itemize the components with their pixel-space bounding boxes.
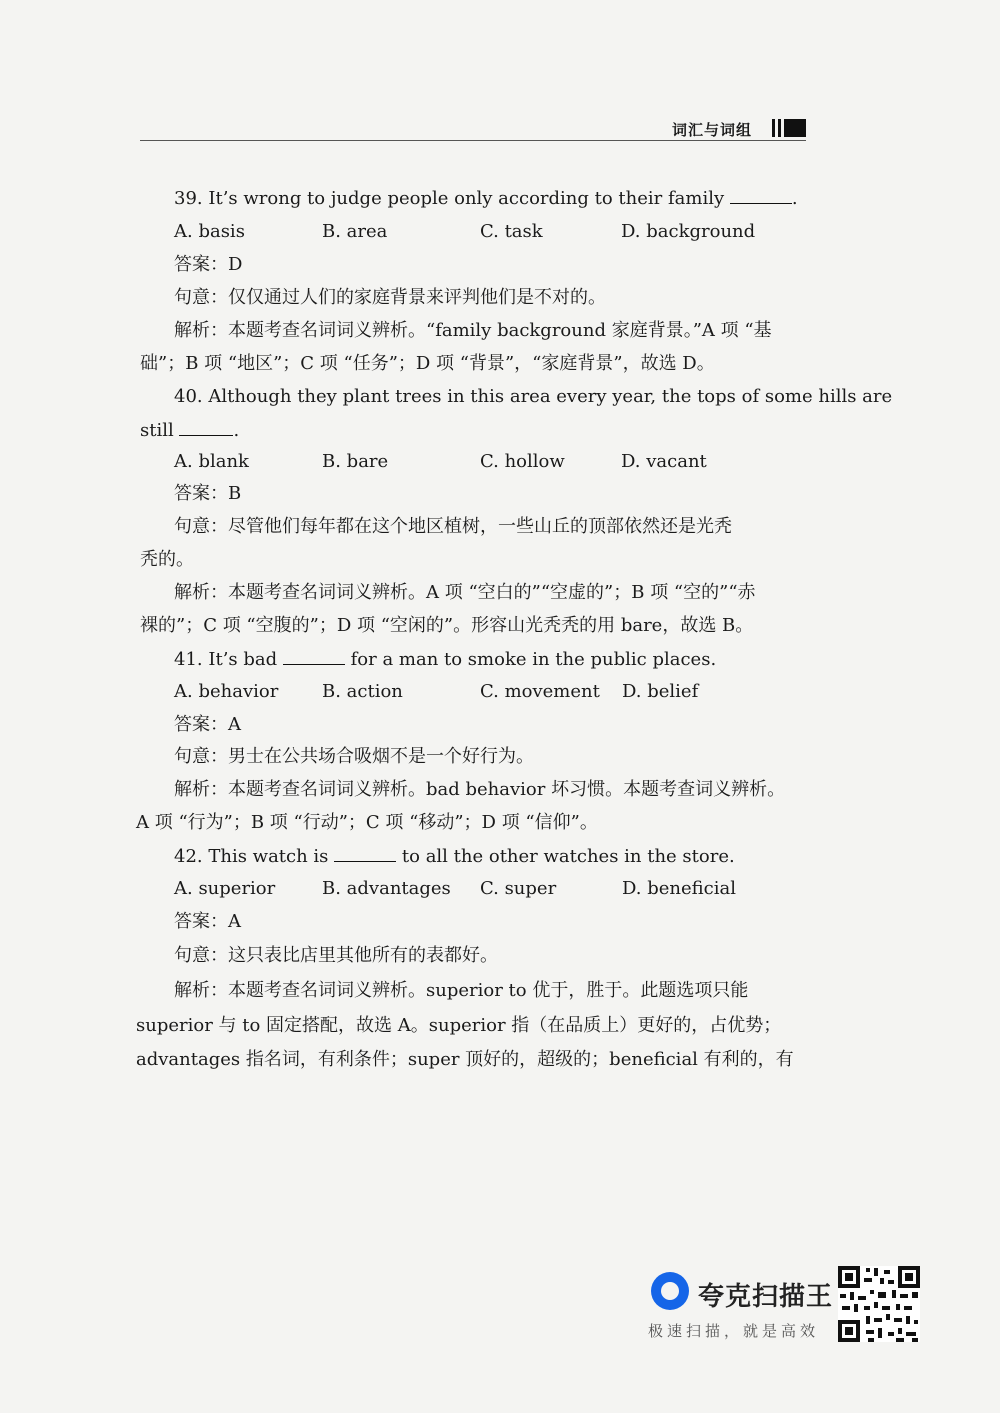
answer: 答案：D [174,254,243,275]
option-b: B. action [322,681,403,702]
analysis-line: 解析：本题考查名词词义辨析。“family background 家庭背景。”A 项 “基 [174,320,772,341]
sentence-meaning: 句意：男士在公共场合吸烟不是一个好行为。 [174,746,534,767]
option-b: B. bare [322,451,389,472]
watermark-slogan: 极速扫描，就是高效 [648,1322,820,1340]
analysis-line: 解析：本题考查名词词义辨析。A 项 “空白的”“空虚的”；B 项 “空的”“赤 [174,582,756,603]
analysis-line: advantages 指名词，有利条件；super 顶好的，超级的；beneficial 有利的，有 [136,1049,794,1070]
analysis-line: 裸的”；C 项 “空腹的”；D 项 “空闲的”。形容山光秃秃的用 bare，故选 B。 [140,615,754,636]
option-a: A. superior [174,878,276,899]
question-41-stem: 41. It’s bad for a man to smoke in the public places. [174,649,717,670]
question-39-stem: 39. It’s wrong to judge people only according to their family . [174,188,798,209]
option-c: C. super [480,878,557,899]
option-c: C. movement [480,681,600,702]
sentence-meaning: 句意：这只表比店里其他所有的表都好。 [174,945,498,966]
qr-code-icon [838,1266,920,1342]
question-40-stem-continued: still . [140,420,240,441]
option-b: B. area [322,221,388,242]
option-a: A. blank [174,451,249,472]
answer: 答案：A [174,714,241,735]
answer: 答案：B [174,483,242,504]
sentence-meaning: 秃的。 [140,549,194,570]
option-c: C. hollow [480,451,565,472]
question-40-stem: 40. Although they plant trees in this area every year, the tops of some hills are [174,386,893,407]
watermark-brand: 夸克扫描王 [698,1282,834,1312]
header-rule [140,140,806,141]
option-d: D. background [621,221,756,242]
option-d: D. beneficial [622,878,736,899]
option-d: D. vacant [621,451,707,472]
analysis-line: 础”；B 项 “地区”；C 项 “任务”；D 项 “背景”，“家庭背景”，故选 D。 [140,353,715,374]
option-b: B. advantages [322,878,451,899]
sentence-meaning: 句意：尽管他们每年都在这个地区植树，一些山丘的顶部依然还是光秃 [174,516,732,537]
running-header-title: 词汇与词组 [672,121,753,139]
analysis-line: superior 与 to 固定搭配，故选 A。superior 指（在品质上）更好的，占优势； [136,1015,782,1036]
quark-logo-icon [651,1272,689,1310]
option-c: C. task [480,221,543,242]
option-a: A. behavior [174,681,279,702]
option-a: A. basis [174,221,245,242]
option-d: D. belief [622,681,699,702]
sentence-meaning: 句意：仅仅通过人们的家庭背景来评判他们是不对的。 [174,287,606,308]
analysis-line: 解析：本题考查名词词义辨析。bad behavior 坏习惯。本题考查词义辨析。 [174,779,786,800]
analysis-line: 解析：本题考查名词词义辨析。superior to 优于，胜于。此题选项只能 [174,980,749,1001]
analysis-line: A 项 “行为”；B 项 “行动”；C 项 “移动”；D 项 “信仰”。 [136,812,598,833]
answer: 答案：A [174,911,241,932]
question-42-stem: 42. This watch is to all the other watches in the store. [174,846,735,867]
